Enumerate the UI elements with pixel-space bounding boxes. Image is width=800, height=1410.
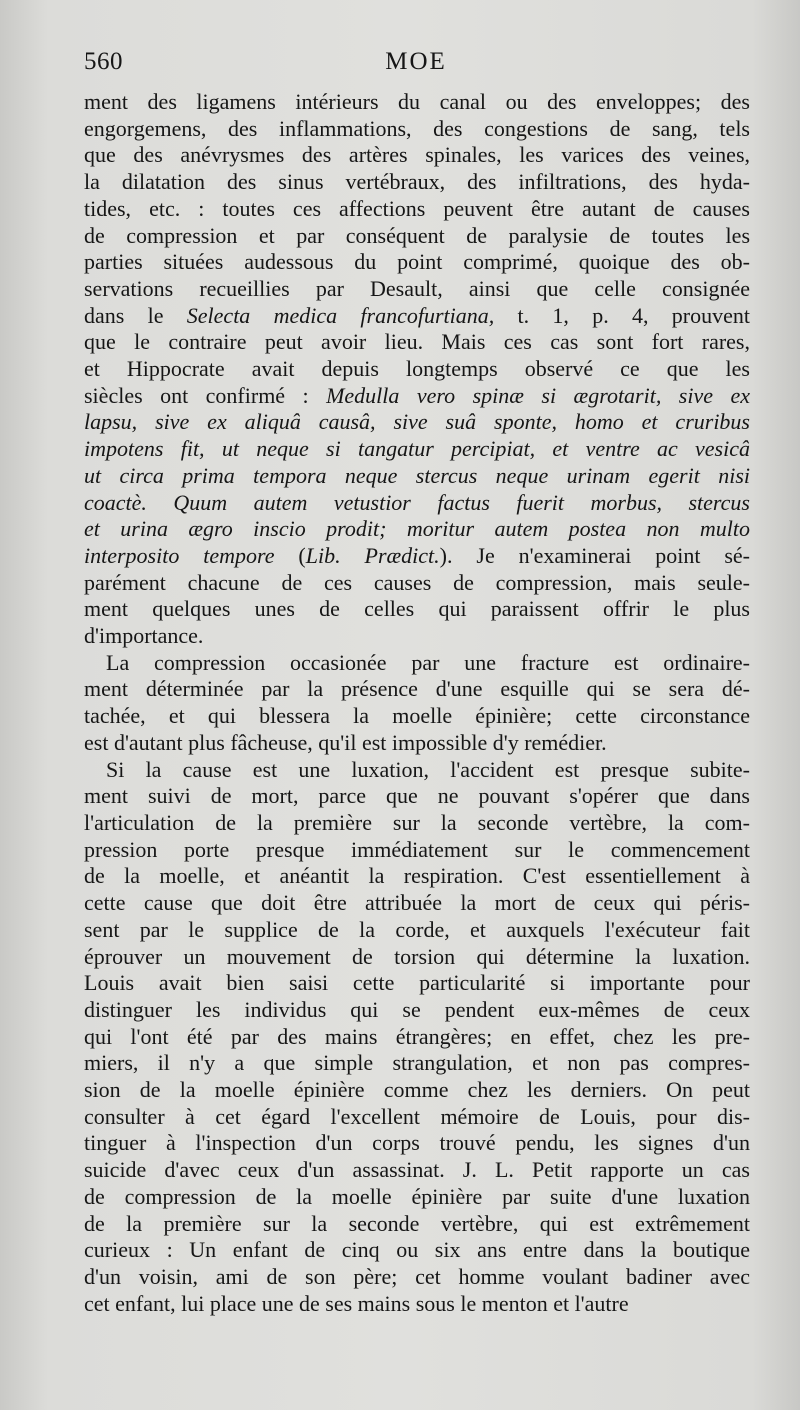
text-line <box>84 142 750 169</box>
text-line <box>84 1130 750 1157</box>
text-line <box>84 1024 750 1051</box>
text-segment: ment quelques unes de celles qui paraissent offrir le plus <box>84 596 750 622</box>
text-line <box>84 1211 750 1238</box>
text-line <box>84 676 750 703</box>
text-line <box>84 703 750 730</box>
text-segment: ment des ligamens intérieurs du canal ou des enveloppes; des <box>84 89 750 114</box>
text-line <box>84 89 750 116</box>
text-segment: siècles ont confirmé : <box>84 382 327 408</box>
text-line <box>84 783 750 810</box>
text-line <box>84 1184 750 1211</box>
text-line <box>84 383 750 410</box>
text-segment: servations recueillies par Desault, ainsi que celle consignée <box>84 275 750 301</box>
text-segment: est d'autant plus fâcheuse, qu'il est impossible d'y remédier. <box>84 729 607 755</box>
text-segment: que le contraire peut avoir lieu. Mais ces cas sont fort rares, <box>84 329 750 355</box>
text-line <box>84 303 750 330</box>
text-segment: qui l'ont été par des mains étrangères; en effet, chez les pre- <box>84 1023 750 1049</box>
text-line <box>84 1050 750 1077</box>
text-segment: Louis avait bien saisi cette particularité si importante pour <box>84 970 750 996</box>
text-segment: engorgemens, des inflammations, des congestions de sang, tels <box>84 115 750 141</box>
italic-text: ut circa prima tempora neque stercus neque urinam egerit nisi <box>84 462 750 488</box>
text-line <box>84 223 750 250</box>
text-line <box>84 1264 750 1291</box>
text-segment: tinguer à l'inspection d'un corps trouvé pendu, les signes d'un <box>84 1130 750 1156</box>
text-segment: de la première sur la seconde vertèbre, qui est extrêmement <box>84 1210 750 1236</box>
text-line <box>84 276 750 303</box>
text-line <box>84 329 750 356</box>
paragraph <box>84 650 750 757</box>
text-segment: de la moelle, et anéantit la respiration. C'est essentiellement à <box>84 863 750 889</box>
text-segment: de compression de la moelle épinière par suite d'une luxation <box>84 1183 750 1209</box>
text-line <box>84 1104 750 1131</box>
text-line <box>84 944 750 971</box>
text-line <box>84 863 750 890</box>
italic-text: Lib. Prædict. <box>305 542 440 568</box>
running-head <box>84 48 748 88</box>
paragraph <box>84 757 750 1318</box>
text-segment: de compression et par conséquent de paralysie de toutes les <box>84 222 750 248</box>
text-line <box>84 543 750 570</box>
text-line <box>84 169 750 196</box>
italic-text: et urina ægro inscio prodit; moritur autem postea non multo <box>84 516 750 542</box>
text-line <box>84 997 750 1024</box>
text-segment: distinguer les individus qui se pendent eux-mêmes de ceux <box>84 996 750 1022</box>
text-segment: ). Je n'examinerai point sé- <box>439 542 750 568</box>
text-line <box>84 596 750 623</box>
text-segment: l'articulation de la première sur la seconde vertèbre, la com- <box>84 809 750 835</box>
text-line <box>84 116 750 143</box>
text-line <box>84 650 750 677</box>
text-segment: et Hippocrate avait depuis longtemps observé ce que les <box>84 356 750 382</box>
text-segment: parties situées audessous du point comprimé, quoique des ob- <box>84 249 750 275</box>
text-segment: t. 1, p. 4, prouvent <box>494 302 750 328</box>
text-segment: éprouver un mouvement de torsion qui détermine la luxation. <box>84 943 750 969</box>
text-segment: consulter à cet égard l'excellent mémoire de Louis, pour dis- <box>84 1103 750 1129</box>
text-segment: ment déterminée par la présence d'une esquille qui se sera dé- <box>84 676 750 702</box>
text-line <box>84 837 750 864</box>
page-number: 560 <box>84 48 123 75</box>
text-segment: pression porte presque immédiatement sur le commencement <box>84 836 750 862</box>
text-segment: Si la cause est une luxation, l'accident est presque subite- <box>106 756 750 782</box>
text-segment: suicide d'avec ceux d'un assassinat. J. L. Petit rapporte un cas <box>84 1157 750 1183</box>
text-line <box>84 409 750 436</box>
text-line <box>84 249 750 276</box>
text-segment: cette cause que doit être attribuée la mort de ceux qui péris- <box>84 890 750 916</box>
italic-text: lapsu, sive ex aliquâ causâ, sive suâ sponte, homo et cruribus <box>84 409 750 435</box>
text-segment: miers, il n'y a que simple strangulation, et non pas compres- <box>84 1050 750 1076</box>
text-line <box>84 917 750 944</box>
text-segment: sent par le supplice de la corde, et auxquels l'exécuteur fait <box>84 916 750 942</box>
text-segment: parément chacune de ces causes de compression, mais seule- <box>84 569 750 595</box>
text-line <box>84 196 750 223</box>
text-line <box>84 490 750 517</box>
text-line <box>84 1077 750 1104</box>
text-line <box>84 570 750 597</box>
text-line <box>84 436 750 463</box>
text-line <box>84 623 750 650</box>
italic-text: impotens fit, ut neque si tangatur percipiat, et ventre ac vesicâ <box>84 436 750 462</box>
text-line <box>84 1291 750 1318</box>
text-line <box>84 730 750 757</box>
text-segment: que des anévrysmes des artères spinales, les varices des veines, <box>84 142 750 168</box>
body-text <box>84 89 750 1317</box>
text-segment: tides, etc. : toutes ces affections peuvent être autant de causes <box>84 195 750 221</box>
text-line <box>84 356 750 383</box>
text-line <box>84 810 750 837</box>
paragraph <box>84 89 750 650</box>
text-line <box>84 516 750 543</box>
text-segment: sion de la moelle épinière comme chez les derniers. On peut <box>84 1077 750 1103</box>
italic-text: Medulla vero spinæ si ægrotarit, sive ex <box>326 382 750 408</box>
text-line <box>84 1237 750 1264</box>
text-line <box>84 970 750 997</box>
text-segment: d'importance. <box>84 623 204 649</box>
text-segment: La compression occasionée par une fracture est ordinaire- <box>106 649 750 675</box>
italic-text: interposito tempore <box>84 542 275 568</box>
italic-text: coactè. Quum autem vetustior factus fuerit morbus, stercus <box>84 489 750 515</box>
running-title: MOE <box>385 48 447 75</box>
text-line <box>84 463 750 490</box>
text-line <box>84 1157 750 1184</box>
text-segment: curieux : Un enfant de cinq ou six ans entre dans la boutique <box>84 1237 750 1263</box>
text-line <box>84 890 750 917</box>
text-line <box>84 757 750 784</box>
text-segment: cet enfant, lui place une de ses mains sous le menton et l'autre <box>84 1290 629 1316</box>
italic-text: Selecta medica francofurtiana, <box>186 302 495 328</box>
text-segment: ( <box>274 542 306 568</box>
text-segment: la dilatation des sinus vertébraux, des infiltrations, des hyda- <box>84 169 750 195</box>
text-segment: dans le <box>84 302 187 328</box>
text-segment: tachée, et qui blessera la moelle épinière; cette circonstance <box>84 703 750 729</box>
text-segment: d'un voisin, ami de son père; cet homme voulant badiner avec <box>84 1263 750 1289</box>
text-segment: ment suivi de mort, parce que ne pouvant s'opérer que dans <box>84 783 750 809</box>
